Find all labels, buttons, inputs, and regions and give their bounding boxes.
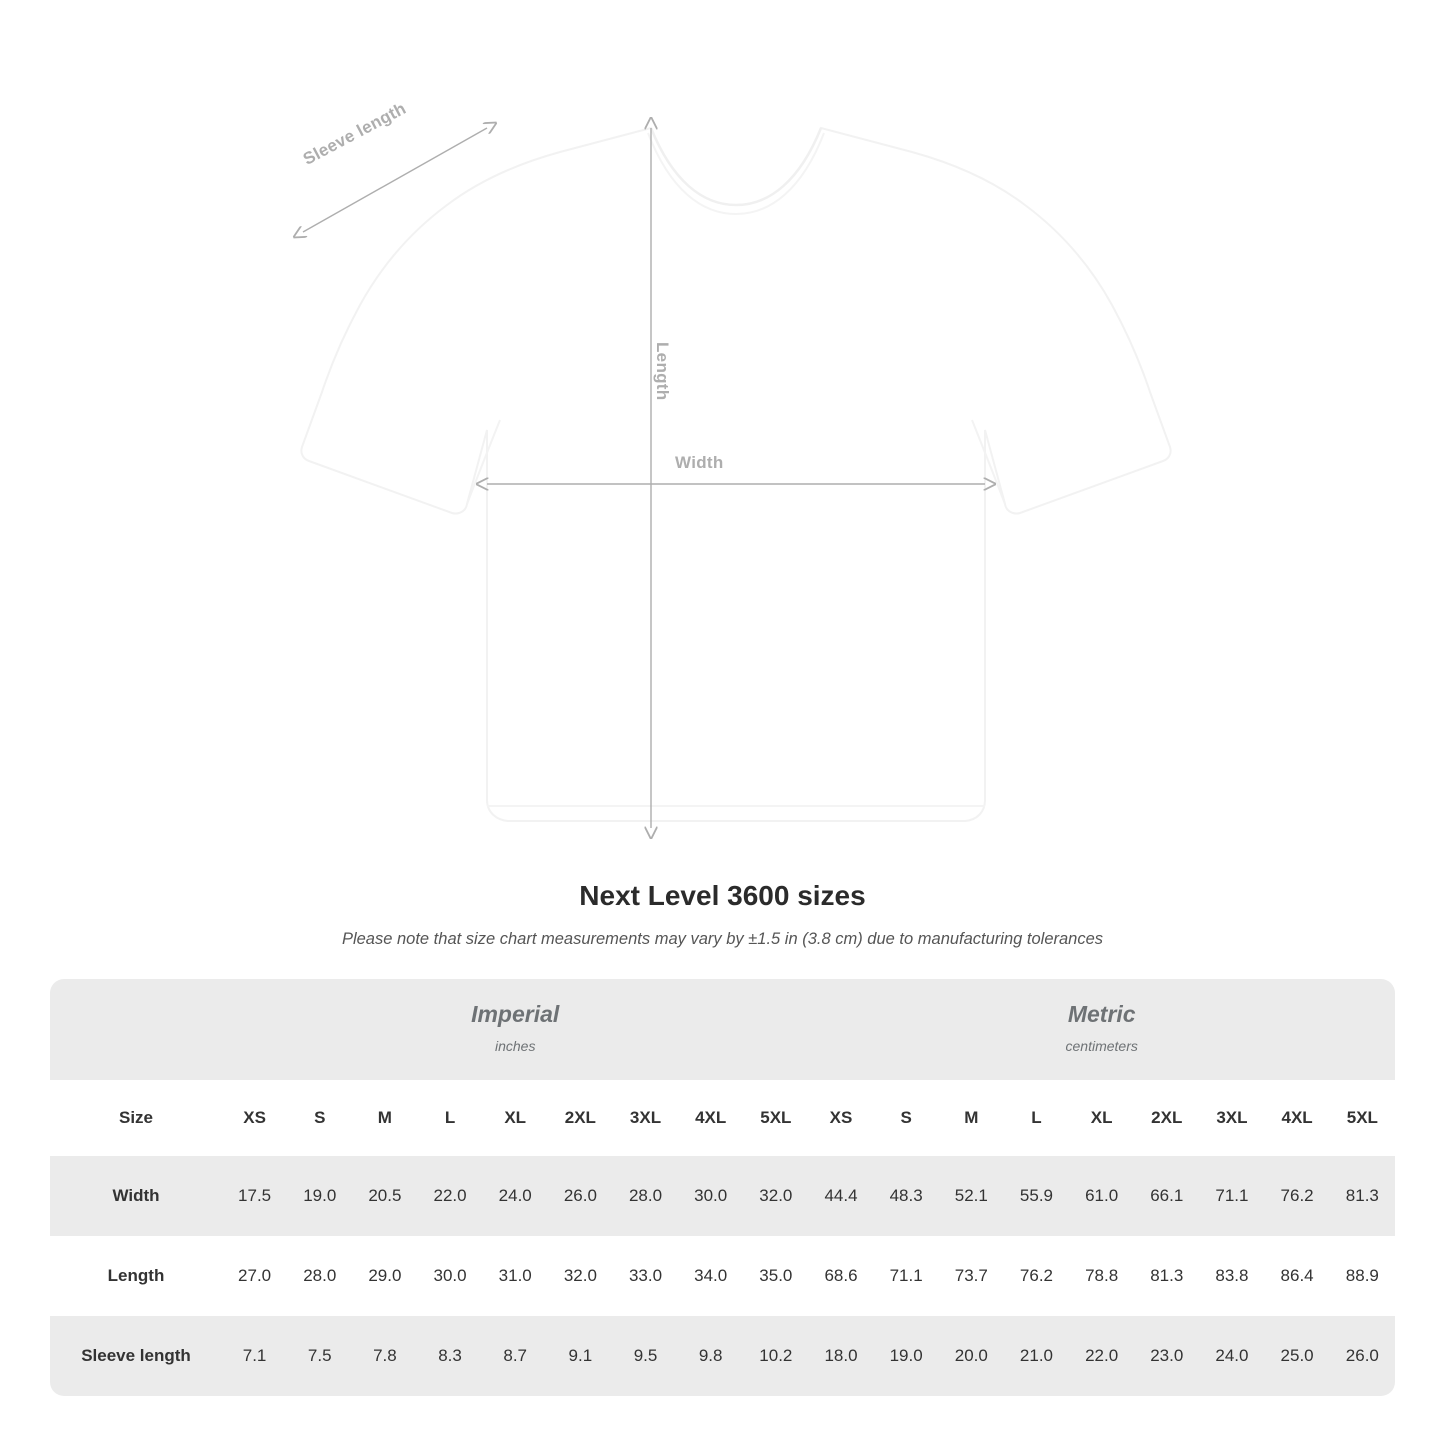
width-m-cm: 52.1 [939, 1156, 1004, 1236]
size-header-label: Size [50, 1080, 222, 1156]
length-3xl-cm: 83.8 [1215, 1266, 1249, 1285]
length-l-in: 30.0 [433, 1266, 467, 1285]
width-l-cm: 55.9 [1004, 1156, 1069, 1236]
row-label-length: Length [107, 1266, 165, 1285]
width-l-in: 22.0 [417, 1156, 482, 1236]
size-header-3xl-imperial: 3XL [613, 1080, 678, 1156]
tolerance-note: Please note that size chart measurements may vary by ±1.5 in (3.8 cm) due to manufacturing tolerances [341, 930, 1104, 948]
length-s-in: 28.0 [303, 1266, 337, 1285]
unit-imperial-name: Imperial [471, 1001, 560, 1027]
tshirt-shape [301, 128, 1170, 821]
size-header-s-imperial: S [287, 1080, 352, 1156]
length-label: Length [653, 342, 672, 401]
size-header-2xl-imperial: 2XL [548, 1080, 613, 1156]
size-header-5xl-metric: 5XL [1330, 1080, 1395, 1156]
size-table [50, 979, 1395, 1396]
sleeve-5xl-in: 10.2 [743, 1316, 808, 1396]
table-row-width [50, 1156, 1395, 1236]
width-2xl-cm: 66.1 [1134, 1156, 1199, 1236]
row-label-width: Width [50, 1156, 222, 1236]
width-4xl-in: 30.0 [678, 1156, 743, 1236]
unit-metric-sub: centimeters [1065, 1038, 1138, 1054]
width-3xl-cm: 71.1 [1199, 1156, 1264, 1236]
size-header-s-metric: S [874, 1080, 939, 1156]
width-xl-cm: 61.0 [1069, 1156, 1134, 1236]
sleeve-3xl-in: 9.5 [613, 1316, 678, 1396]
width-xs-cm: 44.4 [808, 1156, 873, 1236]
width-label: Width [675, 453, 724, 472]
length-l-cm: 76.2 [1019, 1266, 1053, 1285]
sleeve-l-in: 8.3 [417, 1316, 482, 1396]
width-xl-in: 24.0 [483, 1156, 548, 1236]
width-3xl-in: 28.0 [613, 1156, 678, 1236]
size-header-xl-metric: XL [1069, 1080, 1134, 1156]
unit-metric-name: Metric [1067, 1001, 1136, 1027]
size-header-xs-imperial: XS [222, 1080, 287, 1156]
size-header-l-metric: L [1004, 1080, 1069, 1156]
sleeve-m-in: 7.8 [352, 1316, 417, 1396]
sleeve-4xl-cm: 25.0 [1265, 1316, 1330, 1396]
width-xs-in: 17.5 [222, 1156, 287, 1236]
sleeve-2xl-cm: 23.0 [1134, 1316, 1199, 1396]
size-header-m-metric: M [939, 1080, 1004, 1156]
length-s-cm: 71.1 [889, 1266, 923, 1285]
length-m-cm: 73.7 [954, 1266, 988, 1285]
sleeve-l-cm: 21.0 [1004, 1316, 1069, 1396]
size-header-row [50, 1080, 1395, 1156]
length-2xl-in: 32.0 [563, 1266, 597, 1285]
length-xl-cm: 78.8 [1085, 1266, 1119, 1285]
size-header-4xl-imperial: 4XL [678, 1080, 743, 1156]
size-header-5xl-imperial: 5XL [743, 1080, 808, 1156]
size-header-4xl-metric: 4XL [1265, 1080, 1330, 1156]
width-2xl-in: 26.0 [548, 1156, 613, 1236]
size-header-xs-metric: XS [808, 1080, 873, 1156]
unit-imperial-sub: inches [494, 1038, 536, 1054]
unit-metric-cell [808, 979, 1395, 1080]
sleeve-s-in: 7.5 [287, 1316, 352, 1396]
length-5xl-in: 35.0 [759, 1266, 793, 1285]
sleeve-5xl-cm: 26.0 [1330, 1316, 1395, 1396]
sleeve-xl-in: 8.7 [483, 1316, 548, 1396]
table-row-length [50, 1236, 1395, 1316]
width-5xl-in: 32.0 [743, 1156, 808, 1236]
length-xs-in: 27.0 [238, 1266, 272, 1285]
sleeve-m-cm: 20.0 [939, 1316, 1004, 1396]
table-row-sleeve-length [50, 1316, 1395, 1396]
row-label-sleeve-length: Sleeve length [50, 1316, 222, 1396]
width-4xl-cm: 76.2 [1265, 1156, 1330, 1236]
unit-imperial-cell [222, 979, 808, 1080]
sleeve-4xl-in: 9.8 [678, 1316, 743, 1396]
size-header-2xl-metric: 2XL [1134, 1080, 1199, 1156]
page-title: Next Level 3600 sizes [579, 880, 866, 911]
sleeve-2xl-in: 9.1 [548, 1316, 613, 1396]
size-header-3xl-metric: 3XL [1199, 1080, 1264, 1156]
sleeve-length-label: Sleeve length [300, 98, 410, 169]
length-3xl-in: 33.0 [628, 1266, 663, 1285]
width-s-cm: 48.3 [874, 1156, 939, 1236]
length-xs-cm: 68.6 [824, 1266, 858, 1285]
sleeve-3xl-cm: 24.0 [1199, 1316, 1264, 1396]
size-header-l-imperial: L [417, 1080, 482, 1156]
size-header-m-imperial: M [352, 1080, 417, 1156]
size-header-xl-imperial: XL [483, 1080, 548, 1156]
length-2xl-cm: 81.3 [1150, 1266, 1184, 1285]
width-s-in: 19.0 [287, 1156, 352, 1236]
sleeve-xs-in: 7.1 [222, 1316, 287, 1396]
length-m-in: 29.0 [368, 1266, 402, 1285]
size-table-wrapper [50, 979, 1395, 1396]
sleeve-s-cm: 19.0 [874, 1316, 939, 1396]
length-xl-in: 31.0 [498, 1266, 532, 1285]
width-m-in: 20.5 [352, 1156, 417, 1236]
unit-corner-cell [50, 979, 222, 1080]
length-4xl-in: 34.0 [694, 1266, 728, 1285]
sleeve-xs-cm: 18.0 [808, 1316, 873, 1396]
unit-header-row [50, 979, 1395, 1080]
length-4xl-cm: 86.4 [1280, 1266, 1314, 1285]
sleeve-xl-cm: 22.0 [1069, 1316, 1134, 1396]
width-5xl-cm: 81.3 [1330, 1156, 1395, 1236]
length-5xl-cm: 88.9 [1345, 1266, 1379, 1285]
